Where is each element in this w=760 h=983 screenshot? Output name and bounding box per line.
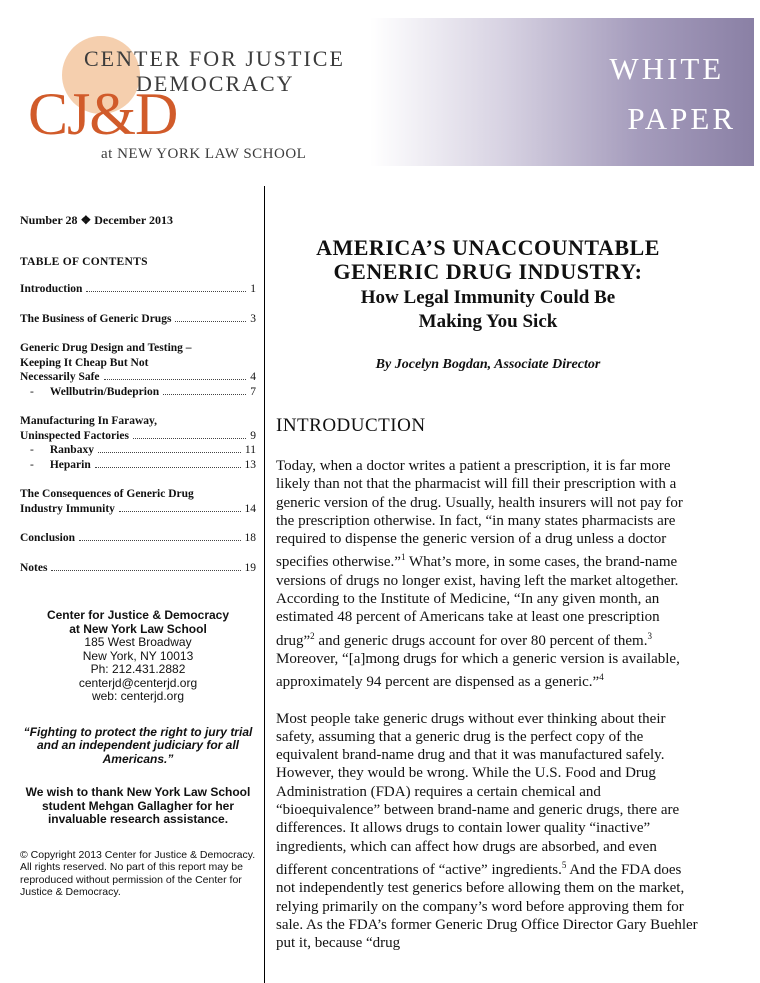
sidebar — [20, 213, 256, 899]
footnote-ref[interactable]: 4 — [599, 672, 604, 683]
toc-item-wellbutrin[interactable]: - Wellbutrin/Budeprion 7 — [30, 385, 256, 398]
toc-item-ranbaxy[interactable]: - Ranbaxy 11 — [30, 444, 256, 456]
email-link[interactable]: centerjd@centerjd.org — [78, 675, 198, 690]
org-name-line2: DEMOCRACY — [136, 71, 295, 96]
page-subtitle: How Legal Immunity Could Be Making You Sick — [360, 287, 616, 332]
toc-title: TABLE OF CONTENTS — [20, 256, 148, 268]
contact-address: Center for Justice & Democracy at New York Law School 185 West Broadway New York, NY 10013 Ph: 212.431.2882 centerjd@centerjd.org web: centerjd.org — [20, 609, 256, 704]
banner-line2: PAPER — [627, 101, 736, 136]
issue-line: Number 28 ❖ December 2013 — [20, 213, 173, 227]
footnote-ref[interactable]: 2 — [310, 630, 315, 641]
page-title: AMERICA’S UNACCOUNTABLE GENERIC DRUG INDUSTRY: — [316, 235, 660, 284]
byline: By Jocelyn Bogdan, Associate Director — [375, 357, 601, 372]
section-heading: INTRODUCTION — [276, 415, 426, 436]
paragraph-1: Today, when a doctor writes a patient a prescription, it is far more likely than not that the pharmacist will fill their prescription with a generic version of the drug. Usually, health insurers will not pay for the prescription otherwise. In fact, “in many states pharmacists are required to dispense the generic version of a drug unless a doctor specifies otherwise.”$^1$ What’s more, in some cases, the brand-name versions of drugs no longer exist, having left the market altogether. According to the Institute of Medicine, “In any given month, an estimated 48 percent of Americans take at least one prescription drug”$^2$ and generic drugs account for over 80 percent of them.$^3$ Moreover, “[a]mong drugs for which a generic version is available, approximately 94 percent are dispensed as a generic.”$^4$ — [276, 458, 683, 691]
column-divider — [264, 186, 265, 983]
table-of-contents — [20, 282, 256, 575]
footnote-ref[interactable]: 3 — [647, 630, 652, 641]
toc-item-conclusion[interactable]: Conclusion 18 — [20, 532, 256, 544]
toc-item-manufacturing[interactable]: Manufacturing In Faraway, Uninspected Factories 9 - Ranbaxy 11 - Heparin 13 — [20, 415, 256, 471]
logo-mark: CJ&D — [28, 81, 178, 147]
web-link[interactable]: web: centerjd.org — [91, 689, 185, 703]
white-paper-banner — [370, 18, 754, 166]
logo-subtitle: at NEW YORK LAW SCHOOL — [101, 146, 307, 162]
main-content — [276, 236, 700, 952]
org-name-line1: CENTER FOR JUSTICE — [84, 46, 345, 71]
toc-item-introduction[interactable]: Introduction 1 — [20, 283, 256, 295]
paragraph-2: Most people take generic drugs without ever thinking about their safety, assuming that a generic drug is the perfect copy of the equivalent brand-name drug and that it was manufactured safely. However, they would be wrong. While the U.S. Food and Drug Administration (FDA) requires a certain chemical and “bioequivalence” between brand-name and generic drugs, there are differences. It allows drugs to contain lower quality “inactive” ingredients, which can affect how drugs are absorbed, and even different concentrations of “active” ingredients.$^5$ And the FDA does not independently test generics before allowing them on the market, relying primarily on the company’s word before approving them for sale. As the FDA’s former Generic Drug Office Director Gary Buehler put it, because “drug — [276, 710, 698, 952]
footnote-ref[interactable]: 5 — [561, 859, 567, 870]
banner-line1: WHITE — [609, 51, 725, 86]
toc-item-consequences[interactable]: The Consequences of Generic Drug Industry Immunity 14 — [20, 488, 256, 515]
acknowledgement: We wish to thank New York Law School student Mehgan Gallagher for her invaluable research assistance. — [25, 785, 251, 826]
toc-item-heparin[interactable]: - Heparin 13 — [30, 458, 256, 471]
toc-item-business[interactable]: The Business of Generic Drugs 3 — [20, 312, 256, 325]
motto: “Fighting to protect the right to jury trial and an independent judiciary for all Americans.” — [23, 724, 253, 766]
footnote-ref[interactable]: 1 — [400, 552, 406, 563]
toc-item-notes[interactable]: Notes 19 — [20, 561, 256, 574]
toc-item-design[interactable]: Generic Drug Design and Testing – Keeping It Cheap But Not Necessarily Safe 4 - Wellbutrin/Budeprion 7 — [20, 342, 256, 398]
copyright-notice: © Copyright 2013 Center for Justice & Democracy. All rights reserved. No part of this report may be reproduced without permission of the Center for Justice & Democracy. — [20, 848, 256, 898]
